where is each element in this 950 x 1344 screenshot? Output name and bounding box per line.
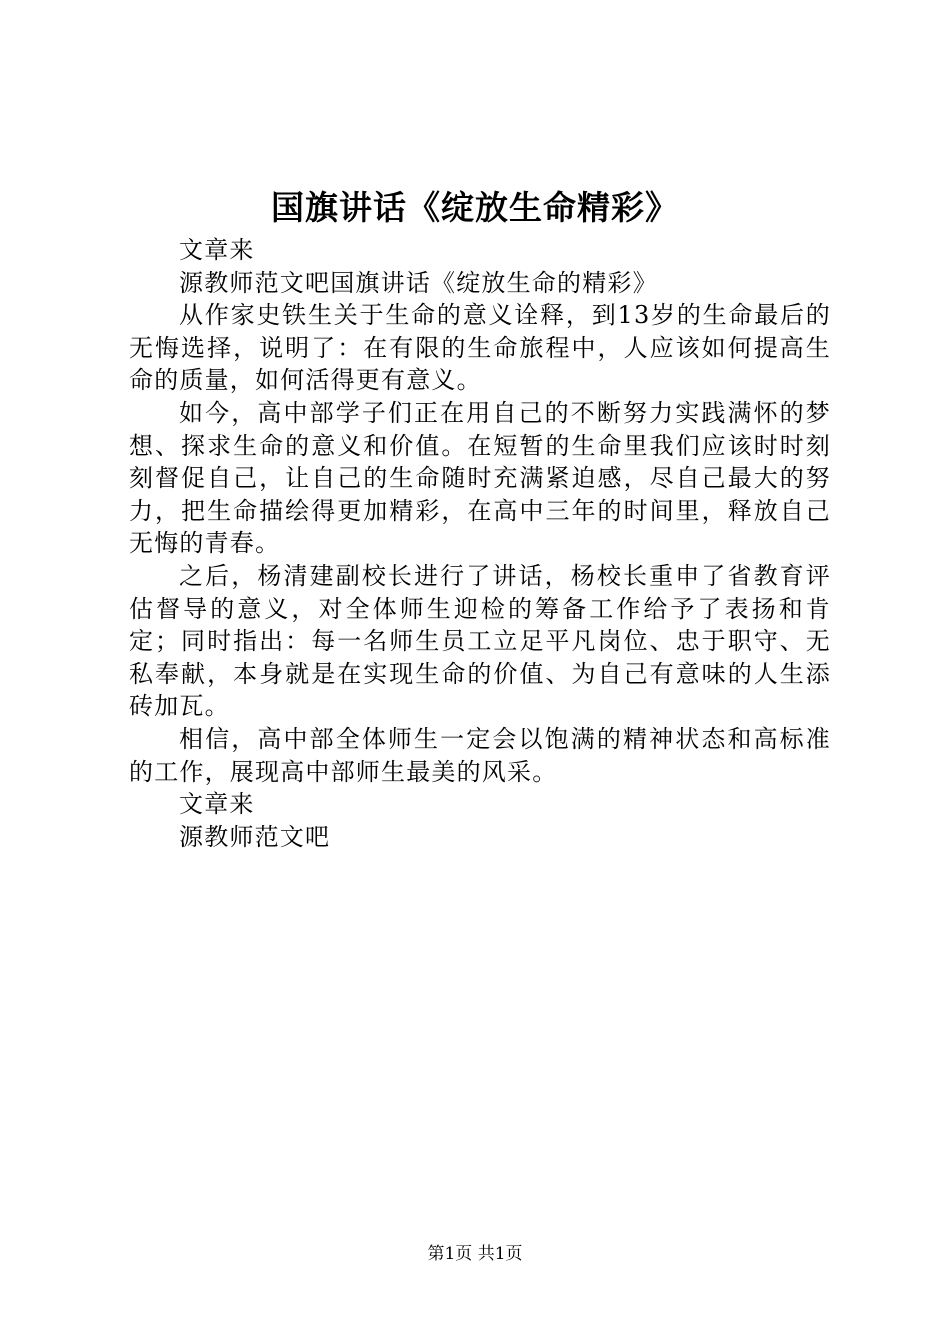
document-body xyxy=(129,234,831,853)
paragraph-source-footer-1: 文章来 xyxy=(179,790,255,819)
paragraph-vice-principal: 之后，杨清建副校长进行了讲话，杨校长重申了省教育评估督导的意义，对全体师生迎检的筹备工作给予了表扬和肯定；同时指出：每一名师生员工立足平凡岗位、忠于职守、无私奉献，本身就是在实现生命的价值、为自己有意味的人生添砖加瓦。 xyxy=(129,561,831,721)
paragraph-intro: 从作家史铁生关于生命的意义诠释，到13岁的生命最后的无悔选择，说明了：在有限的生命旅程中，人应该如何提高生命的质量，如何活得更有意义。 xyxy=(129,301,831,395)
paragraph-conclusion: 相信，高中部全体师生一定会以饱满的精神状态和高标准的工作，展现高中部师生最美的风采。 xyxy=(129,724,831,786)
paragraph-source-footer-2: 源教师范文吧 xyxy=(179,822,331,851)
paragraph-source-title: 源教师范文吧国旗讲话《绽放生命的精彩》 xyxy=(179,268,658,297)
paragraph-source-prefix: 文章来 xyxy=(179,236,255,264)
page-number-footer: 第1页 共1页 xyxy=(427,1244,523,1264)
document-title: 国旗讲话《绽放生命精彩》 xyxy=(271,188,679,227)
paragraph-students: 如今，高中部学子们正在用自己的不断努力实践满怀的梦想、探求生命的意义和价值。在短暂的生命里我们应该时时刻刻督促自己，让自己的生命随时充满紧迫感，尽自己最大的努力，把生命描绘得更加精彩，在高中三年的时间里，释放自己无悔的青春。 xyxy=(129,398,831,558)
